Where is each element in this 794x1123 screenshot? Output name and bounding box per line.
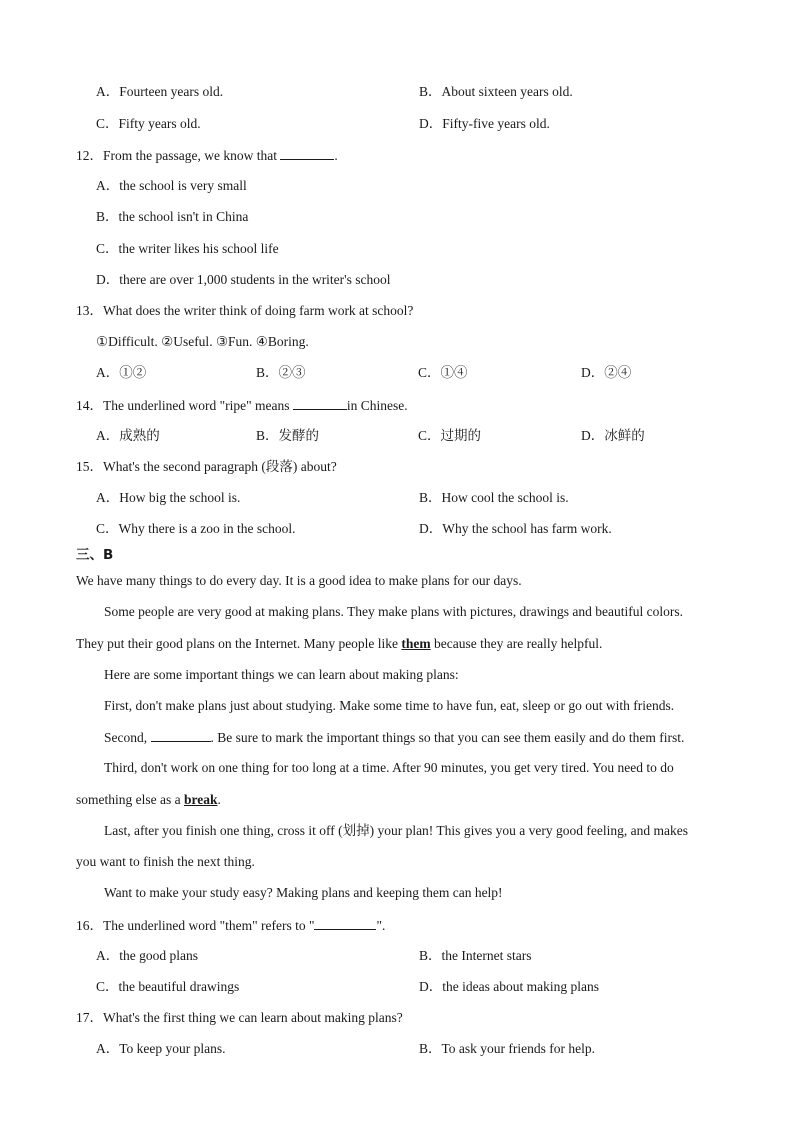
q13-option-d[interactable]: D．②④ (581, 365, 632, 380)
passage-paragraph-7-line-2: you want to finish the next thing. (76, 854, 255, 869)
q16-option-a[interactable]: A．the good plans (96, 948, 198, 963)
q12-stem (76, 146, 338, 165)
q12-option-c[interactable]: C．the writer likes his school life (96, 241, 279, 256)
q15-stem: 15．What's the second paragraph (段落) about? (76, 459, 337, 474)
q16-stem (76, 916, 385, 935)
q13-option-a[interactable]: A．①② (96, 365, 147, 380)
q14-option-d[interactable]: D．冰鲜的 (581, 428, 645, 443)
passage-text: something else as a (76, 792, 181, 807)
q12-stem-text: 12．From the passage, we know that (76, 148, 277, 163)
q16-stem-end: ". (376, 918, 386, 933)
q17-stem: 17．What's the first thing we can learn about making plans? (76, 1010, 403, 1025)
q16-option-d[interactable]: D．the ideas about making plans (419, 979, 599, 994)
passage-paragraph-6-line-2 (76, 791, 221, 809)
underlined-word-break: break (183, 792, 218, 807)
q11-option-c[interactable]: C．Fifty years old. (96, 116, 201, 131)
q14-option-b[interactable]: B．发酵的 (256, 428, 320, 443)
q15-option-a[interactable]: A．How big the school is. (96, 490, 241, 505)
q12-option-a[interactable]: A．the school is very small (96, 178, 247, 193)
section-heading: 三、B (76, 547, 114, 563)
passage-paragraph-7-line-1: Last, after you finish one thing, cross it off (划掉) your plan! This gives you a very good feeling, and makes (104, 823, 689, 838)
q12-stem-end: . (334, 148, 338, 163)
underlined-word-them: them (401, 636, 431, 651)
q16-option-b[interactable]: B．the Internet stars (419, 948, 532, 963)
passage-text: . (217, 792, 221, 807)
q14-stem-text: 14．The underlined word "ripe" means (76, 398, 290, 413)
passage-paragraph-5 (104, 728, 684, 747)
q14-option-c[interactable]: C．过期的 (418, 428, 482, 443)
q17-option-b[interactable]: B．To ask your friends for help. (419, 1041, 596, 1056)
q14-answer-blank[interactable] (293, 396, 347, 410)
passage-paragraph-3: Here are some important things we can learn about making plans: (104, 667, 459, 682)
q13-items: ①Difficult. ②Useful. ③Fun. ④Boring. (96, 334, 309, 349)
passage-text: . Be sure to mark the important things so that you can see them easily and do them first. (210, 730, 685, 745)
q12-option-d[interactable]: D．there are over 1,000 students in the writer's school (96, 272, 391, 287)
q11-option-a[interactable]: A．Fourteen years old. (96, 84, 224, 99)
q11-option-b[interactable]: B．About sixteen years old. (419, 84, 573, 99)
passage-paragraph-2-line-1: Some people are very good at making plans. They make plans with pictures, drawings and beautiful colors. (104, 604, 683, 619)
q13-option-b[interactable]: B．②③ (256, 365, 306, 380)
q15-option-b[interactable]: B．How cool the school is. (419, 490, 569, 505)
q16-option-c[interactable]: C．the beautiful drawings (96, 979, 240, 994)
q13-option-c[interactable]: C．①④ (418, 365, 468, 380)
passage-paragraph-4: First, don't make plans just about studying. Make some time to have fun, eat, sleep or go out with friends. (104, 698, 675, 713)
q14-option-a[interactable]: A．成熟的 (96, 428, 160, 443)
passage-blank[interactable] (151, 728, 211, 742)
q14-stem (76, 396, 408, 415)
q16-answer-blank[interactable] (314, 916, 376, 930)
q15-option-d[interactable]: D．Why the school has farm work. (419, 521, 612, 536)
q12-answer-blank[interactable] (280, 146, 334, 160)
q16-stem-text: 16．The underlined word "them" refers to " (76, 918, 315, 933)
passage-text: Second, (104, 730, 148, 745)
q12-option-b[interactable]: B．the school isn't in China (96, 209, 249, 224)
q15-option-c[interactable]: C．Why there is a zoo in the school. (96, 521, 296, 536)
passage-paragraph-8: Want to make your study easy? Making plans and keeping them can help! (104, 885, 503, 900)
passage-paragraph-1: We have many things to do every day. It is a good idea to make plans for our days. (76, 573, 522, 588)
q11-option-d[interactable]: D．Fifty-five years old. (419, 116, 550, 131)
passage-text: They put their good plans on the Internet. Many people like (76, 636, 399, 651)
passage-paragraph-2-line-2 (76, 635, 602, 653)
q13-stem: 13．What does the writer think of doing farm work at school? (76, 303, 414, 318)
q17-option-a[interactable]: A．To keep your plans. (96, 1041, 226, 1056)
passage-text: because they are really helpful. (434, 636, 603, 651)
passage-paragraph-6-line-1: Third, don't work on one thing for too long at a time. After 90 minutes, you get very tired. You need to do (104, 760, 674, 775)
q14-stem-end: in Chinese. (346, 398, 408, 413)
